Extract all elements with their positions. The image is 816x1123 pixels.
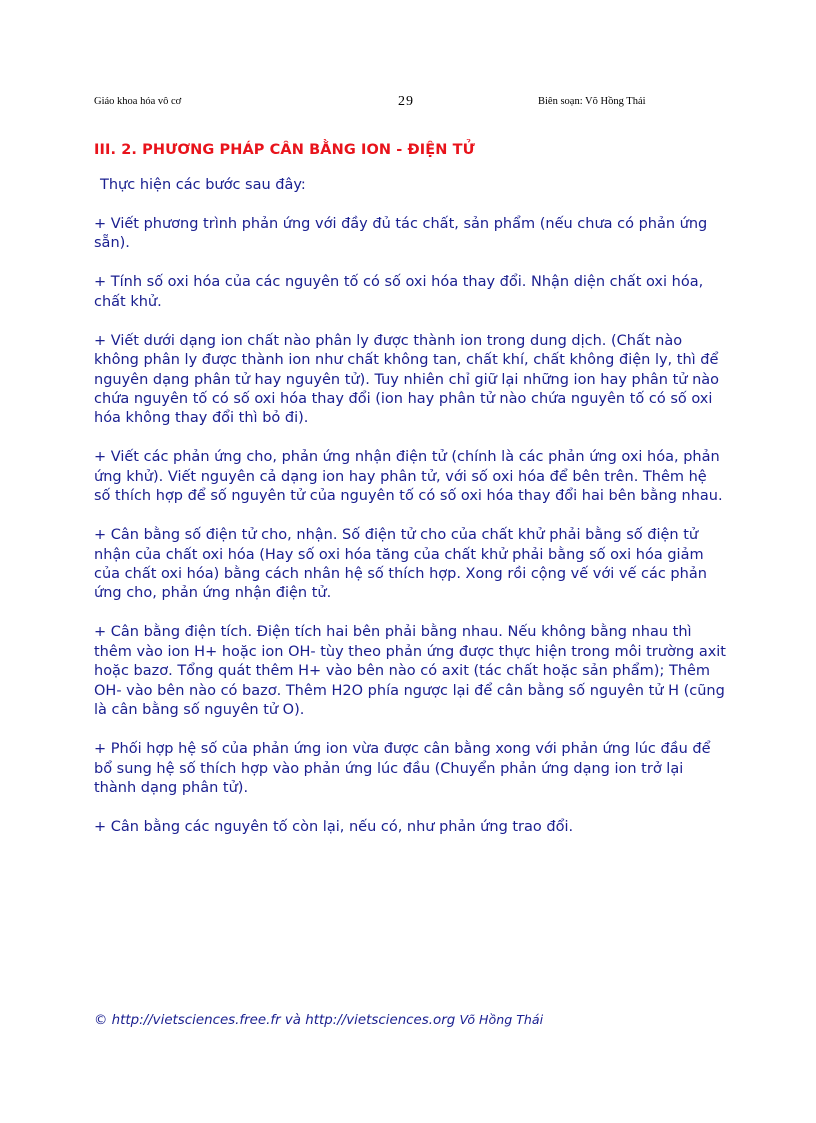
footer-author: Võ Hồng Thái bbox=[459, 1012, 544, 1027]
header-page-number: 29 bbox=[398, 94, 414, 109]
page-header bbox=[94, 94, 724, 112]
step-paragraph: + Tính số oxi hóa của các nguyên tố có số oxi hóa thay đổi. Nhận diện chất oxi hóa, chất khử. bbox=[94, 274, 704, 310]
step-paragraph: + Viết dưới dạng ion chất nào phân ly được thành ion trong dung dịch. (Chất nào không phân ly được thành ion như chất không tan, chất khí, chất không điện ly, thì để nguyên dạng phân tử hay nguyên tử). Tuy nhiên chỉ giữ lại những ion hay phân tử nào chứa nguyên tố có số oxi hóa thay đổi (ion hay phân tử nào chứa nguyên tố có số oxi hóa không thay đổi thì bỏ đi). bbox=[94, 332, 720, 427]
header-author: Biên soạn: Võ Hồng Thái bbox=[538, 96, 646, 107]
step-paragraph: + Cân bằng các nguyên tố còn lại, nếu có, như phản ứng trao đổi. bbox=[94, 818, 574, 835]
step-paragraph: + Viết phương trình phản ứng với đầy đủ tác chất, sản phẩm (nếu chưa có phản ứng sẵn). bbox=[94, 216, 708, 252]
step-paragraph: + Cân bằng điện tích. Điện tích hai bên phải bằng nhau. Nếu không bằng nhau thì thêm vào ion H+ hoặc ion OH- tùy theo phản ứng được thực hiện trong môi trường axit hoặc bazơ. Tổng quát thêm H+ vào bên nào có axit (tác chất hoặc sản phẩm); Thêm OH- vào bên nào có bazơ. Thêm H2O phía ngược lại để cân bằng số nguyên tử H (cũng là cân bằng số nguyên tử O). bbox=[94, 624, 726, 719]
footer-links: © http://vietsciences.free.fr và http://vietsciences.org bbox=[94, 1013, 460, 1028]
step-paragraph: + Viết các phản ứng cho, phản ứng nhận điện tử (chính là các phản ứng oxi hóa, phản ứng khử). Viết nguyên cả dạng ion hay phân tử, với số oxi hóa để bên trên. Thêm hệ số thích hợp để số nguyên tử của nguyên tố có số oxi hóa thay đổi hai bên bằng nhau. bbox=[94, 449, 723, 505]
section-title: III. 2. PHƯƠNG PHÁP CÂN BẰNG ION - ĐIỆN TỬ bbox=[94, 142, 475, 158]
page-footer bbox=[94, 1012, 543, 1028]
header-book-title: Giáo khoa hóa vô cơ bbox=[94, 96, 182, 107]
step-paragraph: + Cân bằng số điện tử cho, nhận. Số điện tử cho của chất khử phải bằng số điện tử nhận của chất oxi hóa (Hay số oxi hóa tăng của chất khử phải bằng số oxi hóa giảm của chất oxi hóa) bằng cách nhân hệ số thích hợp. Xong rồi cộng vế với vế các phản ứng cho, phản ứng nhận điện tử. bbox=[94, 527, 707, 602]
section-intro: Thực hiện các bước sau đây: bbox=[100, 177, 306, 193]
step-paragraph: + Phối hợp hệ số của phản ứng ion vừa được cân bằng xong với phản ứng lúc đầu để bổ sung hệ số thích hợp vào phản ứng lúc đầu (Chuyển phản ứng dạng ion trở lại thành dạng phân tử). bbox=[94, 741, 711, 796]
section-body bbox=[94, 176, 726, 857]
